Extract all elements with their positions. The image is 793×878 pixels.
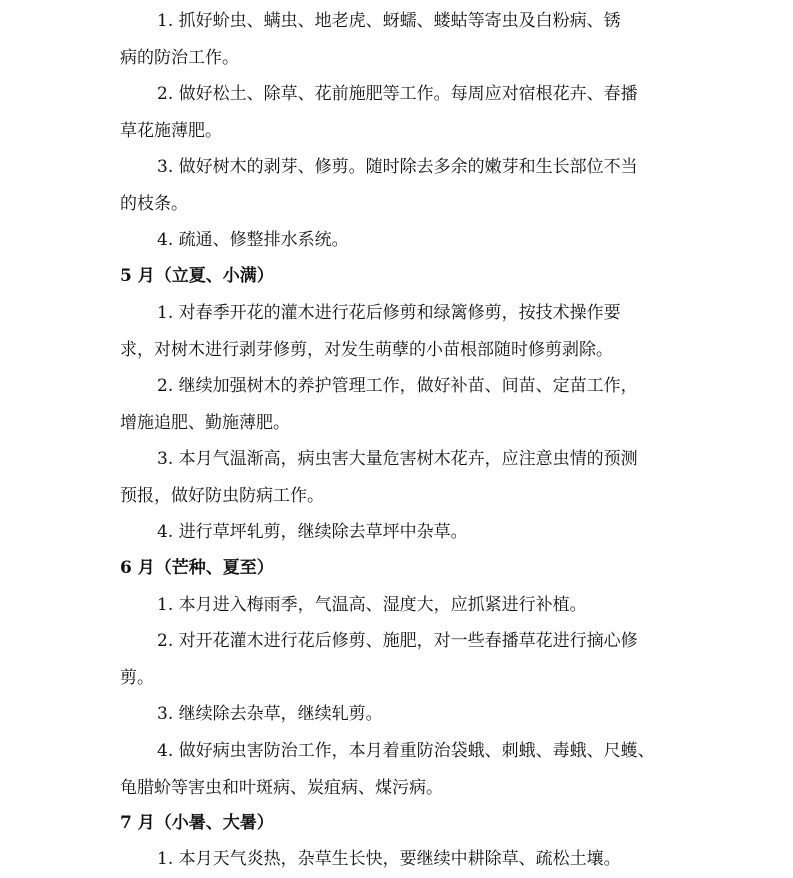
paragraph-line: 求，对树木进行剥芽修剪，对发生萌孽的小苗根部随时修剪剥除。 bbox=[120, 339, 613, 360]
paragraph-line: 病的防治工作。 bbox=[120, 47, 239, 68]
april-item-4 bbox=[0, 222, 793, 259]
june-item-2 bbox=[0, 623, 793, 696]
april-item-2 bbox=[0, 76, 793, 149]
section-heading-july: 7 月（小暑、大暑） bbox=[120, 813, 274, 833]
section-heading-may: 5 月（立夏、小满） bbox=[120, 266, 274, 286]
paragraph-line: 4. 做好病虫害防治工作，本月着重防治袋蛾、刺蛾、毒蛾、尺蠖、 bbox=[157, 741, 655, 761]
paragraph-line: 1. 本月进入梅雨季，气温高、湿度大，应抓紧进行补植。 bbox=[157, 595, 587, 615]
april-item-1 bbox=[0, 3, 793, 76]
paragraph-line: 增施追肥、勤施薄肥。 bbox=[120, 412, 290, 433]
paragraph-line: 3. 本月气温渐高，病虫害大量危害树木花卉，应注意虫情的预测 bbox=[157, 449, 638, 469]
paragraph-line: 草花施薄肥。 bbox=[120, 120, 222, 141]
paragraph-line: 1. 抓好蚧虫、螨虫、地老虎、蚜蠕、蝼蛄等寄虫及白粉病、锈 bbox=[157, 11, 621, 31]
paragraph-line: 2. 继续加强树木的养护管理工作，做好补苗、间苗、定苗工作， bbox=[157, 376, 638, 396]
paragraph-line: 剪。 bbox=[120, 667, 154, 688]
paragraph-line: 1. 对春季开花的灌木进行花后修剪和绿篱修剪，按技术操作要 bbox=[157, 303, 621, 323]
paragraph-line: 的枝条。 bbox=[120, 193, 188, 214]
may-item-2 bbox=[0, 368, 793, 441]
paragraph-line: 3. 继续除去杂草，继续轧剪。 bbox=[157, 704, 383, 724]
paragraph-line: 3. 做好树木的剥芽、修剪。随时除去多余的嫩芽和生长部位不当 bbox=[157, 157, 638, 177]
june-item-4 bbox=[0, 733, 793, 806]
may-item-1 bbox=[0, 295, 793, 368]
paragraph-line: 预报，做好防虫防病工作。 bbox=[120, 485, 324, 506]
july-item-1 bbox=[0, 841, 793, 878]
section-heading-june: 6 月（芒种、夏至） bbox=[120, 558, 274, 578]
paragraph-line: 2. 做好松土、除草、花前施肥等工作。每周应对宿根花卉、春播 bbox=[157, 84, 638, 104]
june-item-3 bbox=[0, 696, 793, 733]
paragraph-line: 4. 疏通、修整排水系统。 bbox=[157, 230, 349, 250]
paragraph-line: 2. 对开花灌木进行花后修剪、施肥，对一些春播草花进行摘心修 bbox=[157, 631, 638, 651]
may-item-3 bbox=[0, 441, 793, 514]
may-item-4 bbox=[0, 514, 793, 551]
april-item-3 bbox=[0, 149, 793, 222]
paragraph-line: 龟腊蚧等害虫和叶斑病、炭疽病、煤污病。 bbox=[120, 777, 443, 798]
paragraph-line: 4. 进行草坪轧剪，继续除去草坪中杂草。 bbox=[157, 522, 468, 542]
june-item-1 bbox=[0, 587, 793, 624]
paragraph-line: 1. 本月天气炎热，杂草生长快，要继续中耕除草、疏松土壤。 bbox=[157, 849, 621, 869]
